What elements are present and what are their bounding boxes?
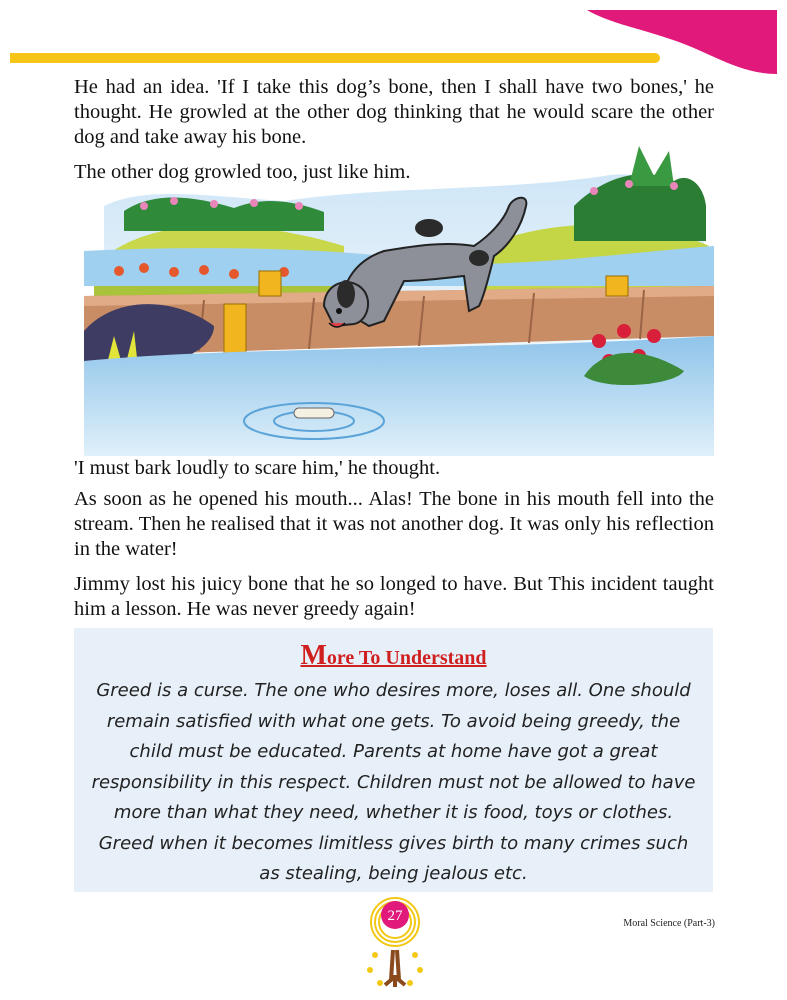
paragraph-lesson: Jimmy lost his juicy bone that he so longed to have. But This incident taught him a lesson. He was never greedy again!	[74, 573, 714, 620]
paragraph-alas: As soon as he opened his mouth... Alas! The bone in his mouth fell into the stream. Then he realised that it was not another dog. It was only his reflection in the water!	[74, 488, 714, 560]
paragraph-idea: He had an idea. 'If I take this dog’s bone, then I shall have two bones,' he thought. He growled at the other dog thinking that he would scare the other dog and take away his bone.	[74, 76, 714, 148]
more-to-understand-box	[74, 628, 713, 892]
header-yellow-stripe	[10, 53, 660, 63]
more-to-understand-heading	[74, 640, 713, 672]
page-number: 27	[387, 908, 403, 924]
heading-initial: M	[300, 640, 327, 671]
paragraph-growl: The other dog growled too, just like him.	[74, 161, 411, 183]
paragraph-bark: 'I must bark loudly to scare him,' he thought.	[74, 457, 441, 479]
more-to-understand-text: Greed is a curse. The one who desires more, loses all. One should remain satisfied with what one gets. To avoid being greedy, the child must be educated. Parents at home have got a great responsibility in this respect. Children must not be allowed to have more than what they need, whether it is food, toys or clothes. Greed when it becomes limitless gives birth to many crimes such as stealing, being jealous etc.	[91, 680, 696, 884]
dog-on-bridge-illustration	[84, 146, 714, 456]
header-pink-tab	[587, 10, 777, 74]
heading-rest: ore To Understand	[326, 647, 487, 669]
book-title-footer: Moral Science (Part-3)	[623, 918, 715, 929]
